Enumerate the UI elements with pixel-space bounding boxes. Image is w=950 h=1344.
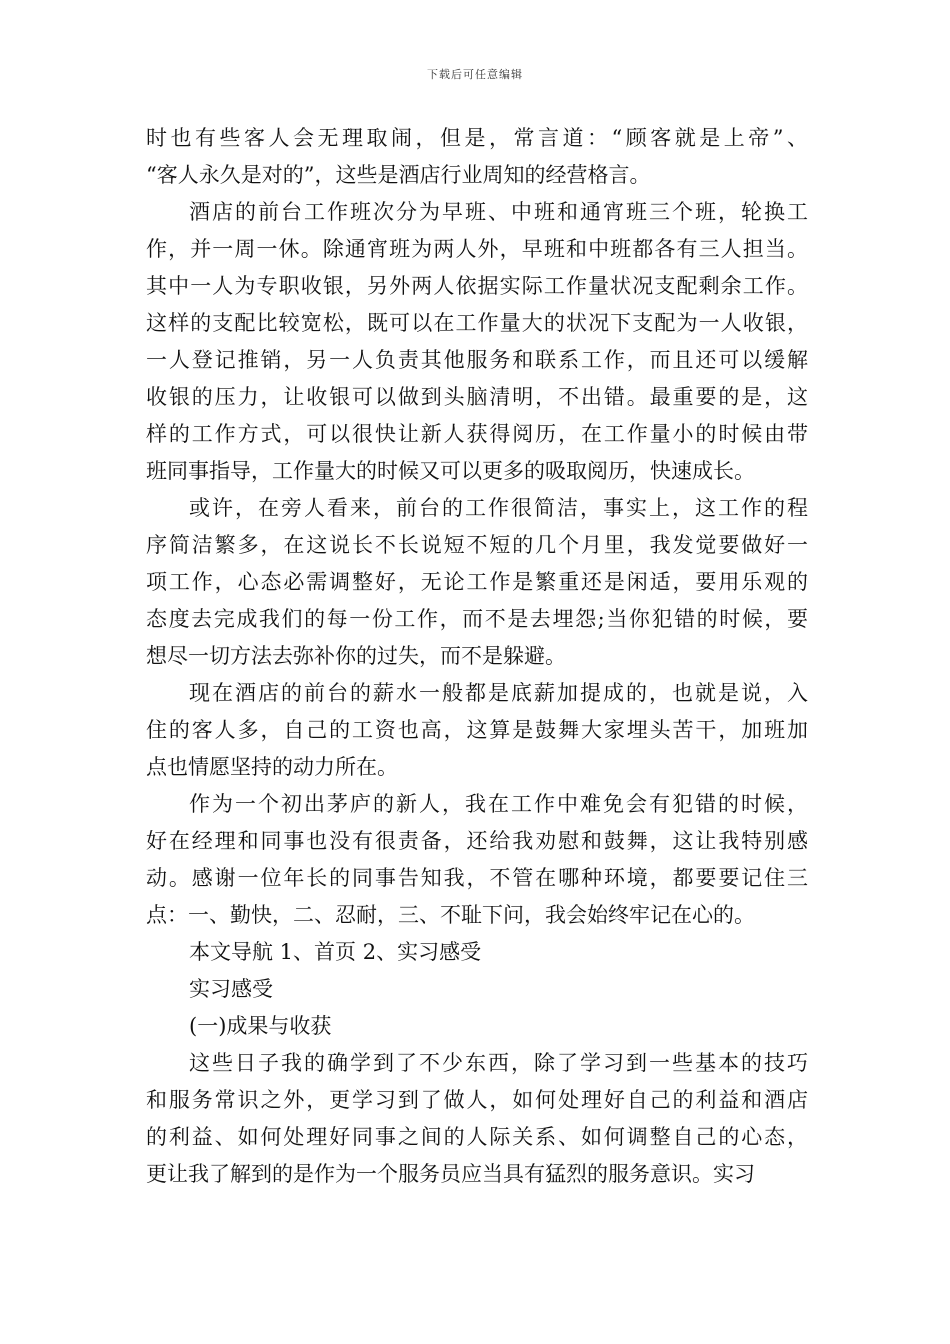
- text-line: 班同事指导，工作量大的时候又可以更多的吸取阅历，快速成长。: [146, 459, 755, 483]
- text-line: 想尽一切方法去弥补你的过失，而不是躲避。: [146, 644, 566, 668]
- text-line: 样的工作方式，可以很快让新人获得阅历，在工作量小的时候由带: [146, 422, 808, 446]
- paragraph: [146, 786, 808, 934]
- text-line: 点：一、勤快，二、忍耐，三、不耻下问，我会始终牢记在心的。: [146, 903, 755, 927]
- text-line: 这样的支配比较宽松，既可以在工作量大的状况下支配为一人收银，: [146, 311, 808, 335]
- text-line: 和服务常识之外，更学习到了做人，如何处理好自己的利益和酒店: [146, 1088, 808, 1112]
- text-line: 更让我了解到的是作为一个服务员应当具有猛烈的服务意识。实习: [146, 1162, 755, 1186]
- text-line: 好在经理和同事也没有很责备，还给我劝慰和鼓舞，这让我特别感: [146, 829, 808, 853]
- text-line: 序简洁繁多，在这说长不长说短不短的几个月里，我发觉要做好一: [146, 533, 808, 557]
- text-line: 收银的压力，让收银可以做到头脑清明，不出错。最重要的是，这: [146, 385, 808, 409]
- text-line: 本文导航 1、首页 2、实习感受: [189, 940, 482, 964]
- text-line: 项工作，心态必需调整好，无论工作是繁重还是闲适，要用乐观的: [146, 570, 808, 594]
- text-line: 的利益、如何处理好同事之间的人际关系、如何调整自己的心态，: [146, 1125, 808, 1149]
- text-line: 点也情愿坚持的动力所在。: [146, 755, 398, 779]
- text-line: 作，并一周一休。除通宵班为两人外，早班和中班都各有三人担当。: [146, 237, 808, 261]
- text-line: 时也有些客人会无理取闹，但是，常言道：“顾客就是上帝”、: [146, 126, 808, 150]
- text-line: 其中一人为专职收银，另外两人依据实际工作量状况支配剩余工作。: [146, 274, 808, 298]
- text-line: 这些日子我的确学到了不少东西，除了学习到一些基本的技巧: [189, 1051, 808, 1075]
- text-line: “客人永久是对的”，这些是酒店行业周知的经营格言。: [146, 163, 651, 187]
- text-line: (一)成果与收获: [189, 1014, 332, 1038]
- paragraph: [146, 971, 808, 1008]
- paragraph: [146, 1008, 808, 1045]
- page-header: 下载后可任意编辑: [427, 68, 523, 81]
- text-line: 动。感谢一位年长的同事告知我，不管在哪种环境，都要要记住三: [146, 866, 808, 890]
- text-line: 酒店的前台工作班次分为早班、中班和通宵班三个班，轮换工: [189, 200, 808, 224]
- text-line: 实习感受: [189, 977, 273, 1001]
- paragraph: [146, 1045, 808, 1193]
- document-body: [146, 120, 808, 1193]
- text-line: 一人登记推销，另一人负责其他服务和联系工作，而且还可以缓解: [146, 348, 808, 372]
- paragraph: [146, 120, 808, 194]
- text-line: 现在酒店的前台的薪水一般都是底薪加提成的，也就是说，入: [189, 681, 808, 705]
- text-line: 作为一个初出茅庐的新人，我在工作中难免会有犯错的时候，: [189, 792, 808, 816]
- paragraph: [146, 194, 808, 490]
- text-line: 住的客人多，自己的工资也高，这算是鼓舞大家埋头苦干，加班加: [146, 718, 808, 742]
- paragraph: [146, 934, 808, 971]
- text-line: 态度去完成我们的每一份工作，而不是去埋怨;当你犯错的时候，要: [146, 607, 808, 631]
- paragraph: [146, 490, 808, 675]
- paragraph: [146, 675, 808, 786]
- text-line: 或许，在旁人看来，前台的工作很简洁，事实上，这工作的程: [189, 496, 808, 520]
